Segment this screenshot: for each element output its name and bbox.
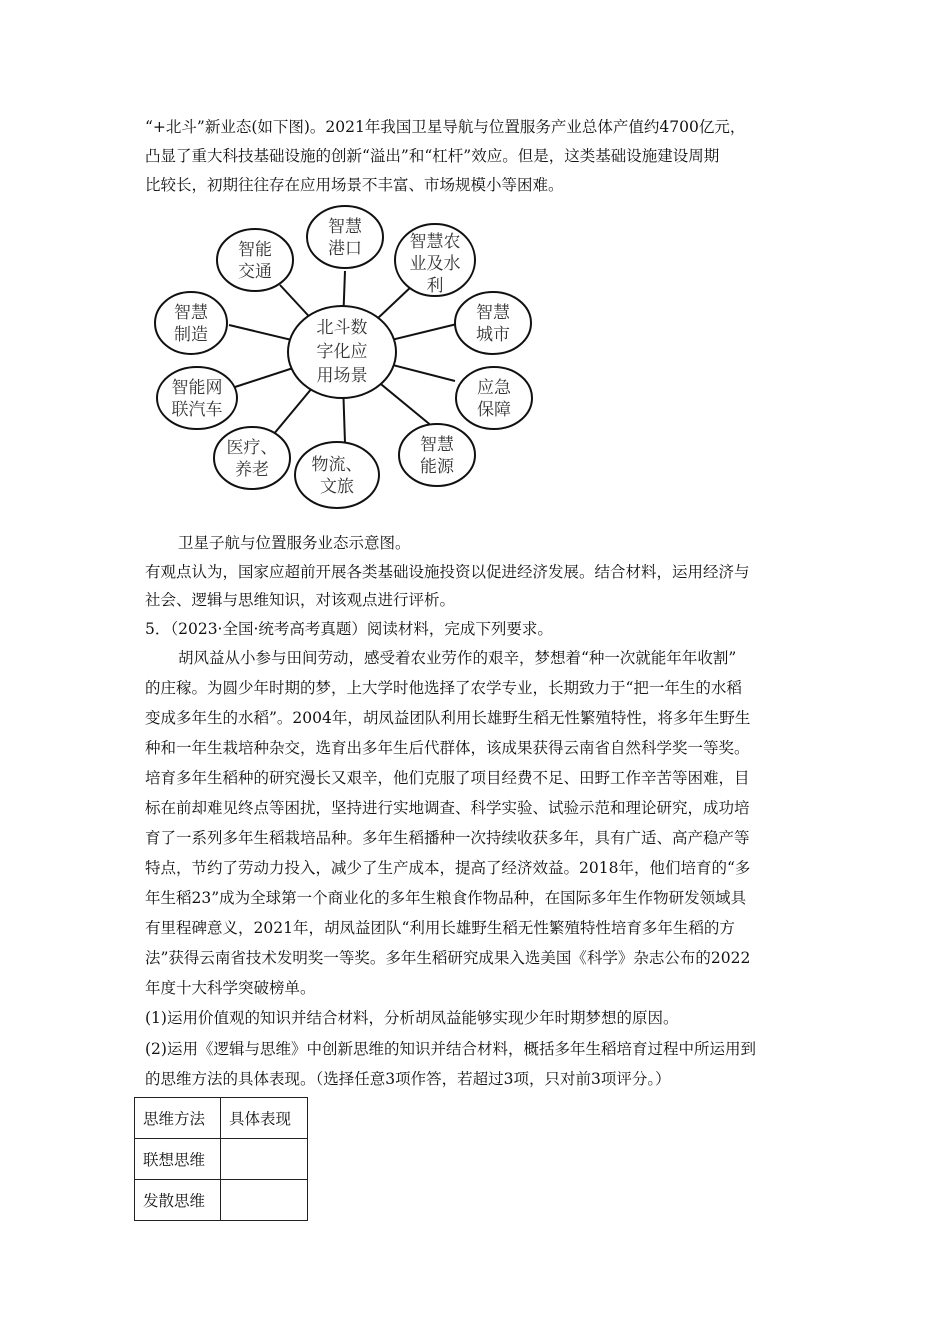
q5-material-line: 变成多年生的水稻”。2004年，胡凤益团队利用长雄野生稻无性繁殖特性，将多年生野生 <box>145 709 751 727</box>
center-label-line-3: 用场景 <box>316 366 368 386</box>
center-label-line-2: 字化应 <box>316 342 368 362</box>
q5-material-line: 育了一系列多年生稻栽培品种。多年生稻播种一次持续收获多年，具有广适、高产稳产等 <box>145 829 750 847</box>
intro-line-2: 凸显了重大科技基础设施的创新“溢出”和“杠杆”效应。但是，这类基础设施建设周期 <box>145 147 720 165</box>
table-row <box>135 1139 308 1180</box>
node-label: 利 <box>426 276 444 296</box>
diagram-caption: 卫星子航与位置服务业态示意图。 <box>178 534 411 552</box>
table-cell-method: 发散思维 <box>135 1180 221 1221</box>
node-label: 港口 <box>328 239 362 259</box>
intro-line-1: “+北斗”新业态(如下图)。2021年我国卫星导航与位置服务产业总体产值约4700亿元， <box>145 118 746 136</box>
node-label: 智慧 <box>328 217 362 237</box>
node-label: 文旅 <box>320 477 354 497</box>
q5-material-line: 年度十大科学突破榜单。 <box>145 979 316 997</box>
table-header-cell-performance: 具体表现 <box>221 1098 308 1139</box>
q5-header: 5．（2023·全国·统考高考真题）阅读材料，完成下列要求。 <box>145 620 553 638</box>
table-row <box>135 1180 308 1221</box>
node-label: 养老 <box>235 460 269 480</box>
q5-part-2-line-1: (2)运用《逻辑与思维》中创新思维的知识并结合材料，概括多年生稻培育过程中所运用到 <box>145 1040 756 1058</box>
q4-prompt-line-2: 社会、逻辑与思维知识，对该观点进行评析。 <box>145 591 456 609</box>
node-label: 物流、 <box>311 455 363 475</box>
thinking-methods-table <box>134 1097 308 1221</box>
q5-material-line: 特点，节约了劳动力投入，减少了生产成本，提高了经济效益。2018年，他们培育的“多 <box>145 859 751 877</box>
node-label: 交通 <box>238 262 272 282</box>
node-label: 应急 <box>477 378 511 398</box>
table-cell-answer[interactable] <box>221 1180 308 1221</box>
intro-line-3: 比较长，初期往往存在应用场景不丰富、市场规模小等困难。 <box>145 176 564 194</box>
q4-prompt-line-1: 有观点认为，国家应超前开展各类基础设施投资以促进经济发展。结合材料，运用经济与 <box>145 563 750 581</box>
table-header-cell-method: 思维方法 <box>135 1098 221 1139</box>
node-label: 城市 <box>476 325 510 345</box>
q5-material-line: 标在前却难见终点等困扰，坚持进行实地调查、科学实验、试验示范和理论研究，成功培 <box>145 799 750 817</box>
beidou-diagram <box>145 205 545 517</box>
node-label: 智慧 <box>476 303 510 323</box>
q5-part-2-line-2: 的思维方法的具体表现。（选择任意3项作答，若超过3项，只对前3项评分。） <box>145 1070 671 1088</box>
q5-part-1: (1)运用价值观的知识并结合材料，分析胡凤益能够实现少年时期梦想的原因。 <box>145 1009 679 1027</box>
node-label: 能源 <box>420 457 454 477</box>
node-label: 智慧农 <box>409 232 461 252</box>
node-circle-logistics <box>295 442 379 508</box>
beidou-diagram-svg <box>145 205 545 517</box>
node-label: 智能网 <box>171 378 223 398</box>
q5-material-line: 的庄稼。为圆少年时期的梦，上大学时他选择了农学专业，长期致力于“把一年生的水稻 <box>145 679 742 697</box>
node-label: 智慧 <box>174 303 208 323</box>
node-label: 联汽车 <box>171 400 223 420</box>
node-label: 保障 <box>477 400 511 420</box>
node-label: 智慧 <box>420 435 454 455</box>
q5-material-line: 胡风益从小参与田间劳动，感受着农业劳作的艰辛，梦想着“种一次就能年年收割” <box>178 649 737 667</box>
q5-material-line: 种和一年生栽培种杂交，选育出多年生后代群体，该成果获得云南省自然科学奖一等奖。 <box>145 739 750 757</box>
center-label-line-1: 北斗数 <box>316 318 368 338</box>
q5-material-line: 培育多年生稻种的研究漫长又艰辛，他们克服了项目经费不足、田野工作辛苦等困难，目 <box>145 769 750 787</box>
table-header-row <box>135 1098 308 1139</box>
q5-material-line: 年生稻23”成为全球第一个商业化的多年生粮食作物品种，在国际多年生作物研发领域具 <box>145 889 747 907</box>
node-label: 业及水 <box>409 254 461 274</box>
node-label: 制造 <box>174 325 208 345</box>
table-cell-method: 联想思维 <box>135 1139 221 1180</box>
q5-material-line: 法”获得云南省技术发明奖一等奖。多年生稻研究成果入选美国《科学》杂志公布的2022 <box>145 949 751 967</box>
node-label: 智能 <box>238 240 272 260</box>
node-label: 医疗、 <box>226 438 278 458</box>
table-cell-answer[interactable] <box>221 1139 308 1180</box>
q5-material-line: 有里程碑意义，2021年，胡凤益团队“利用长雄野生稻无性繁殖特性培育多年生稻的方 <box>145 919 735 937</box>
